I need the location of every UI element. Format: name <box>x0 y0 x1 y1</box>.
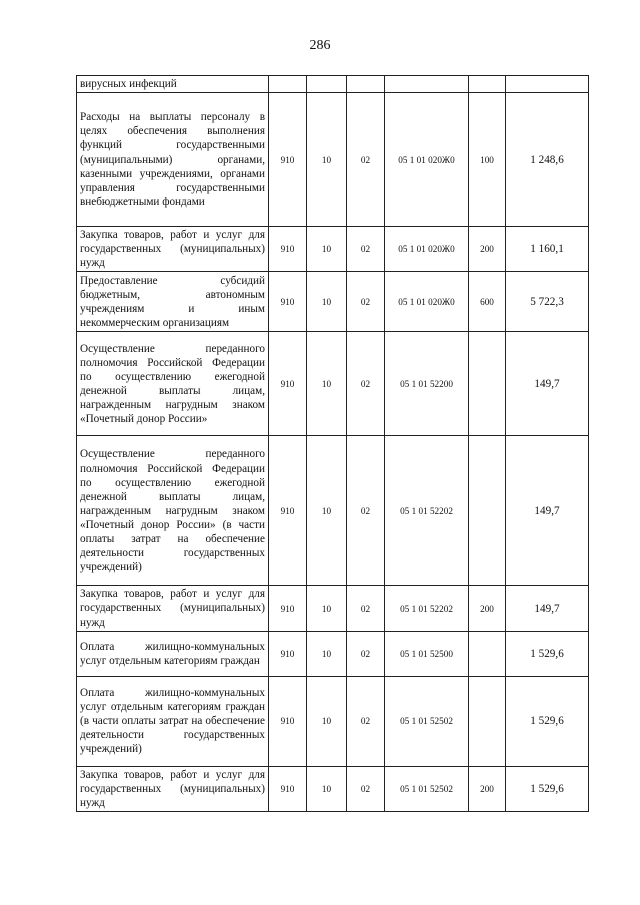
table-row <box>77 227 589 272</box>
ministry-code: 910 <box>269 332 307 436</box>
target-article-code: 05 1 01 52200 <box>385 332 469 436</box>
subsection-code: 02 <box>347 227 385 272</box>
table-row <box>77 76 589 93</box>
expense-type-code: 600 <box>469 272 506 332</box>
amount-value: 1 160,1 <box>506 227 589 272</box>
expense-name: Осуществление переданного полномочия Российской Федерации по осуществлению ежегодной денежной выплаты лицам, награжденным нагрудным знаком «Почетный донор России» <box>77 332 269 436</box>
expense-type-code: 100 <box>469 93 506 227</box>
subsection-code <box>347 76 385 93</box>
ministry-code: 910 <box>269 93 307 227</box>
section-code: 10 <box>307 766 347 811</box>
table-row <box>77 766 589 811</box>
subsection-code: 02 <box>347 332 385 436</box>
subsection-code: 02 <box>347 586 385 631</box>
target-article-code: 05 1 01 020Ж0 <box>385 93 469 227</box>
section-code: 10 <box>307 676 347 766</box>
expense-type-code: 200 <box>469 766 506 811</box>
subsection-code: 02 <box>347 436 385 586</box>
section-code: 10 <box>307 436 347 586</box>
amount-value: 149,7 <box>506 332 589 436</box>
section-code: 10 <box>307 93 347 227</box>
expense-name: Предоставление субсидий бюджетным, автономным учреждениям и иным некоммерческим организациям <box>77 272 269 332</box>
budget-table <box>76 75 589 812</box>
ministry-code: 910 <box>269 586 307 631</box>
expense-type-code <box>469 76 506 93</box>
section-code <box>307 76 347 93</box>
table-row <box>77 676 589 766</box>
target-article-code <box>385 76 469 93</box>
expense-name: вирусных инфекций <box>77 76 269 93</box>
subsection-code: 02 <box>347 272 385 332</box>
ministry-code: 910 <box>269 272 307 332</box>
table-row <box>77 332 589 436</box>
subsection-code: 02 <box>347 631 385 676</box>
amount-value <box>506 76 589 93</box>
expense-name: Закупка товаров, работ и услуг для государственных (муниципальных) нужд <box>77 766 269 811</box>
expense-type-code: 200 <box>469 227 506 272</box>
table-row <box>77 272 589 332</box>
expense-name: Оплата жилищно-коммунальных услуг отдельным категориям граждан <box>77 631 269 676</box>
subsection-code: 02 <box>347 676 385 766</box>
target-article-code: 05 1 01 020Ж0 <box>385 227 469 272</box>
ministry-code: 910 <box>269 227 307 272</box>
subsection-code: 02 <box>347 93 385 227</box>
expense-type-code <box>469 436 506 586</box>
section-code: 10 <box>307 332 347 436</box>
expense-name: Осуществление переданного полномочия Российской Федерации по осуществлению ежегодной денежной выплаты лицам, награжденным нагрудным знаком «Почетный донор России» (в части оплаты затрат на обеспечение деятельности государственных учреждений) <box>77 436 269 586</box>
amount-value: 149,7 <box>506 436 589 586</box>
target-article-code: 05 1 01 52500 <box>385 631 469 676</box>
amount-value: 1 529,6 <box>506 766 589 811</box>
expense-name: Расходы на выплаты персоналу в целях обеспечения выполнения функций государственными (муниципальными) органами, казенными учреждениями, органами управления государственными внебюджетными фондами <box>77 93 269 227</box>
expense-name: Закупка товаров, работ и услуг для государственных (муниципальных) нужд <box>77 227 269 272</box>
target-article-code: 05 1 01 52202 <box>385 436 469 586</box>
page-number: 286 <box>309 38 331 53</box>
section-code: 10 <box>307 631 347 676</box>
ministry-code: 910 <box>269 766 307 811</box>
target-article-code: 05 1 01 52202 <box>385 586 469 631</box>
table-row <box>77 631 589 676</box>
table-row <box>77 586 589 631</box>
section-code: 10 <box>307 272 347 332</box>
section-code: 10 <box>307 586 347 631</box>
table-row <box>77 436 589 586</box>
amount-value: 1 529,6 <box>506 631 589 676</box>
target-article-code: 05 1 01 52502 <box>385 766 469 811</box>
expense-type-code <box>469 332 506 436</box>
section-code: 10 <box>307 227 347 272</box>
amount-value: 5 722,3 <box>506 272 589 332</box>
expense-type-code <box>469 631 506 676</box>
table-row <box>77 93 589 227</box>
ministry-code: 910 <box>269 676 307 766</box>
expense-type-code <box>469 676 506 766</box>
amount-value: 1 248,6 <box>506 93 589 227</box>
target-article-code: 05 1 01 020Ж0 <box>385 272 469 332</box>
expense-type-code: 200 <box>469 586 506 631</box>
subsection-code: 02 <box>347 766 385 811</box>
expense-name: Оплата жилищно-коммунальных услуг отдельным категориям граждан (в части оплаты затрат на обеспечение деятельности государственных учреждений) <box>77 676 269 766</box>
target-article-code: 05 1 01 52502 <box>385 676 469 766</box>
ministry-code <box>269 76 307 93</box>
expense-name: Закупка товаров, работ и услуг для государственных (муниципальных) нужд <box>77 586 269 631</box>
amount-value: 1 529,6 <box>506 676 589 766</box>
amount-value: 149,7 <box>506 586 589 631</box>
ministry-code: 910 <box>269 436 307 586</box>
ministry-code: 910 <box>269 631 307 676</box>
